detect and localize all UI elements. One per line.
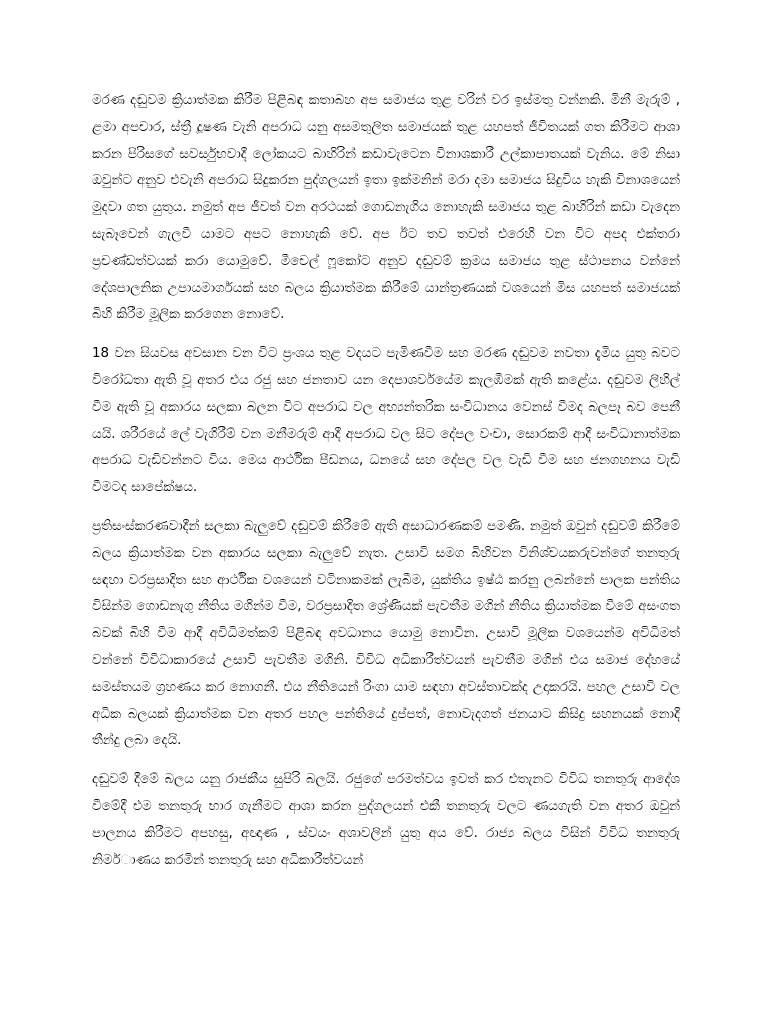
paragraph-death-penalty-intro: මරණ දඬුවම ක්‍රියාත්මක කිරීම පිළිබඳ කතාබහ අප සමාජය තුළ වරින් වර ඉස්මතු වන්නකි. මිනී මැරුම් , ළමා අපචාර, ස්ත්‍රී දූෂණ වැනි අපරාධ යනු අසමතුලිත සමාජයක් තුළ යහපත් ජීවිතයක් ගත කිරීමට ආශා කරන පිරිසගේ සවර්සුභවාදී ලෝකයට බාහිරින් කඩාවැටෙන විනාශකාරී උල්කාපාතයක් වැනිය. මේ නිසා ඔවුන්ට අනුව එවැනි අපරාධ සිදුකරන පුද්ගලයන් ඉතා ඉක්මනින් මරා දමා සමාජය සිදුවිය හැකි විනාශයෙන් මුදවා ගත යුතුය. නමුත් අප ජීවත් වන අරථයක් ගොඩනැගිය නොහැකි සමාජය තුළ බාහිරින් කඩා වැදෙන සැබෑවෙන් ගැලවී යාමට අපට නොහැකි වේ. අප ඊට තව තවත් එරෙහි වන විට අපද එක්තරා ප්‍රචණ්ඩත්වයක් කරා යොමුවේ. මීචෙල් ෆූකෝට අනුව දඬුවම් ක්‍රමය සමාජය තුළ ස්ථාපනය වන්නේ දේශපාලනික උපායමාර්ගයක් සහ බලය ක්‍රියාත්මක කිරීමේ යාන්ත්‍රණයක් වශයෙන් මිස යහපත් සමාජයක් බිහි කිරීම මූලික කරගෙන නොවේ. <box>92 93 680 323</box>
paragraph-eighteenth-century-france: 18 වන සියවස අවසාන වන විට ප්‍රංශය තුළ වදයට පැමිණවීම සහ මරණ දඬුවම නවතා දැමිය යුතු බවට විරෝධතා ඇති වූ අතර එය රජු සහ ජනතාව යන දෙපාශර්වයේම කැලඹීමක් ඇති කළේය. දඬුවම ලිහිල් වීම ඇති වූ අකාරය සලකා බලන විට අපරාධ වල අභ්‍යන්තරික සංවිධානය වෙනස් වීමද බලපෑ බව පෙනී යයි. ශරීරයේ ලේ වැගිරීම් වන මනීමරුම් ආදී අපරාධ වල සිට දේපල වංචා, සොරකම් ආදී සංවිධානාත්මක අපරාධ වැඩිවන්නට විය. මෙය ආර්ථික පීඩනය, ධනයේ සහ දේපල වල වැඩි වීම සහ ජනගහනය වැඩි වීමටද සාපේක්ෂය. <box>92 346 680 496</box>
document-body <box>92 88 680 886</box>
paragraph-reformists: ප්‍රතිසංස්කරණවාදීන් සලකා බැලුවේ දඬුවම් කිරීමේ ඇති අසාධාරණකම් පමණි. නමුත් ඔවුන් දඬුවම් කිරීමේ බලය ක්‍රියාත්මක වන අකාරය සලකා බැලුවේ නැත. උසාවි සමග බිහිවන විනිශ්චයකරුවන්ගේ තනතුරු සඳහා වරප්‍රසාදිත සහ ආර්ථික වශයෙන් වටිනාකමක් ලැබීම, යුක්තිය ඉෂ්ඨ කරනු ලබන්නේ පාලක පන්තිය විසින්ම ගොඩනැගු නීතිය මගින්ම වීම, වරප්‍රසාදිත ශ්‍රේණියක් පැවතීම මගින් නීතිය ක්‍රියාත්මක වීමේ අසංගත බවක් බිහි වීම ආදී අවිධිමත්කම් පිළිබඳ අවධානය යොමු නොවීන. උසාවි මූලික වශයෙන්ම අවිධිමත් වන්නේ විවිධාකාරයේ උසාවි පැවතීම මගිනි. විවිධ අධිකාරීත්වයන් පැවතීම මගින් එය සමාජ දේහයේ සමස්තයම ග්‍රහණය කර නොගනී. එය නීතියෙන් රිංගා යාම සඳහා අවස්තාවක්ද උදාකරයි. පහල උසාවි වල අධික බලයක් ක්‍රියාත්මක වන අතර පහල පන්තියේ දුප්පත්, නොවැදගත් ජනයාට කිසිදු සහනයක් නොදී තීන්දු ලබා දෙයි. <box>92 518 680 749</box>
paragraph-power-to-punish: දඬුවම් දීමේ බලය යනු රාජකීය සුපිරි බලයි. රජුගේ පරමත්වය ඉවත් කර එතැනට විවිධ තනතුරු ආදේශ වීමේදී එම තනතුරු භාර ගැනීමට ආශා කරන පුද්ගලයන් එකී තනතුරු වලට ණයගැති වන අතර ඔවුන් පාලනය කිරීමට අපහසු, අඥාණ , ස්වයං අශාවලින් යුතු අය වේ. රාජ්‍ය බලය විසින් විවිධ තනතුරු නිමර්ාණය කරමින් තනතුරු සහ අධිකාරීත්වයන් <box>92 772 680 868</box>
